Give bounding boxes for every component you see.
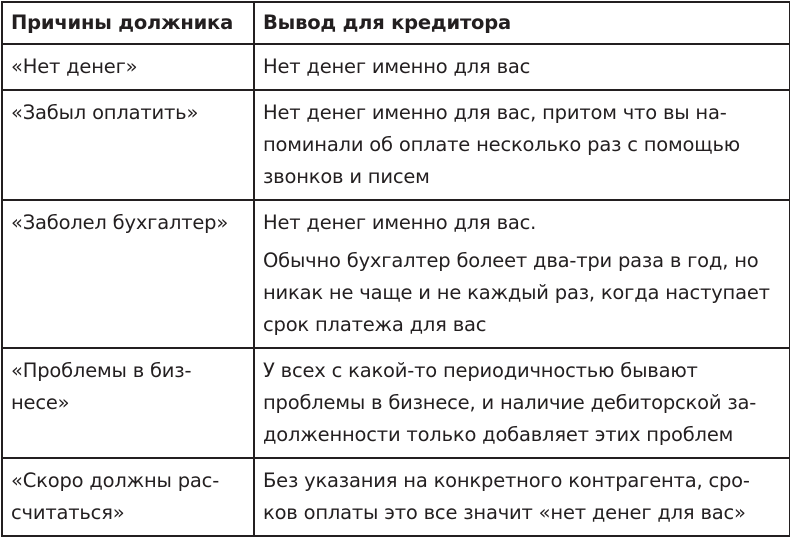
conclusion-text: срок платежа для вас — [263, 313, 487, 336]
table-row — [2, 90, 790, 200]
conclusion-text: Нет денег именно для вас, притом что вы на- — [263, 101, 727, 124]
table-row — [2, 458, 790, 536]
table-row — [2, 348, 790, 458]
reasons-table — [1, 1, 790, 537]
conclusion-text: поминали об оплате несколько раз с помощью — [263, 133, 740, 156]
conclusion-cell — [254, 44, 790, 90]
reason-cell — [2, 200, 254, 348]
conclusion-text: ков оплаты это все значит «нет денег для вас» — [263, 501, 746, 524]
reason-cell — [2, 44, 254, 90]
header-debtor-reasons: Причины должника — [2, 2, 254, 44]
table-row — [2, 200, 790, 348]
reason-cell — [2, 458, 254, 536]
table-header-row — [2, 2, 790, 44]
reason-cell — [2, 348, 254, 458]
reason-text: «Проблемы в биз- — [11, 359, 192, 382]
conclusion-cell — [254, 348, 790, 458]
reason-text: считаться» — [11, 501, 125, 524]
header-creditor-conclusion: Вывод для кредитора — [254, 2, 790, 44]
conclusion-text: звонков и писем — [263, 165, 430, 188]
reason-cell — [2, 90, 254, 200]
conclusion-text: Нет денег именно для вас. — [263, 211, 537, 234]
conclusion-text: Без указания на конкретного контрагента, сро- — [263, 469, 750, 492]
conclusion-text: У всех с какой-то периодичностью бывают — [263, 359, 698, 382]
conclusion-cell — [254, 200, 790, 348]
conclusion-cell — [254, 90, 790, 200]
conclusion-cell — [254, 458, 790, 536]
conclusion-text: долженности только добавляет этих проблем — [263, 423, 734, 446]
conclusion-text: никак не чаще и не каждый раз, когда наступает — [263, 281, 770, 304]
table-row — [2, 44, 790, 90]
conclusion-text: Обычно бухгалтер болеет два-три раза в год, но — [263, 249, 759, 272]
conclusion-text: проблемы в бизнесе, и наличие дебиторской за- — [263, 391, 757, 414]
reason-text: «Скоро должны рас- — [11, 469, 220, 492]
reason-text: «Нет денег» — [11, 55, 138, 78]
reason-text: «Забыл оплатить» — [11, 101, 199, 124]
reason-text: «Заболел бухгалтер» — [11, 211, 229, 234]
reason-text: несе» — [11, 391, 70, 414]
conclusion-text: Нет денег именно для вас — [263, 55, 531, 78]
